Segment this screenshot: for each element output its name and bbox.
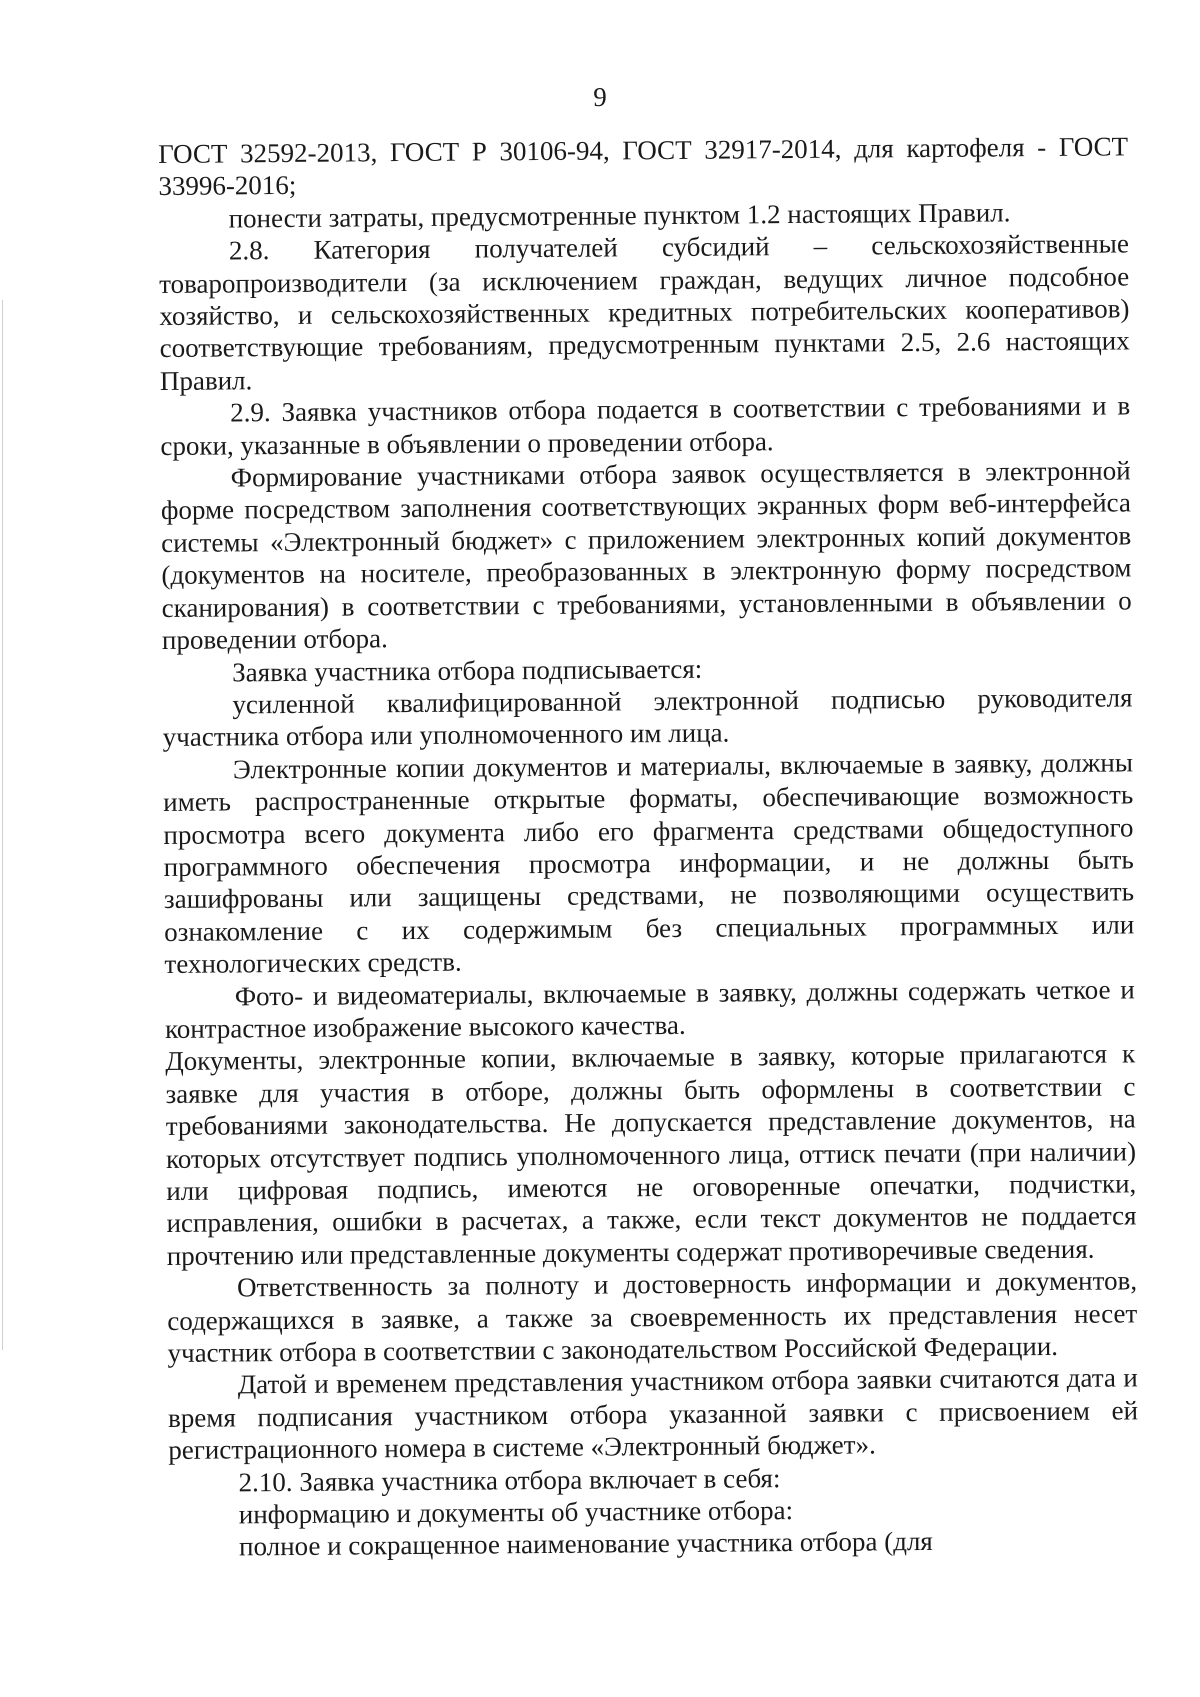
page-number: 9 <box>593 82 607 112</box>
paragraph: понести затраты, предусмотренные пунктом 1.2 настоящих Правил. <box>228 197 1011 234</box>
paragraph: Формирование участниками отбора заявок осуществляется в электронной форме посредством заполнения соответствующих экранных форм веб-интерфейса системы «Электронный бюджет» с приложением электронных копий документов (документов на носителе, преобразованных в электронную форму посредством сканирования) в соответствии с требованиями, установленными в объявлении о проведении отбора. <box>160 455 1132 656</box>
paragraph: Ответственность за полноту и достоверность информации и документов, содержащихся в заявке, а также за своевременность их представления несет участник отбора в соответствии с законодательством Российской Федерации. <box>167 1265 1138 1368</box>
paragraph: Документы, электронные копии, включаемые в заявку, которые прилагаются к заявке для участия в отборе, должны быть оформлены в соответствии с требованиями законодательства. Не допускается представление документов, на которых отсутствует подпись уполномоченного лица, оттиск печати (при наличии) или цифровая подпись, имеются не оговоренные опечатки, подчистки, исправления, ошибки в расчетах, а также, если текст документов не поддается прочтению или представленные документы содержат противоречивые сведения. <box>165 1038 1137 1271</box>
paragraph: 2.9. Заявка участников отбора подается в соответствии с требованиями и в сроки, указанные в объявлении о проведении отбора. <box>160 390 1131 461</box>
paragraph: Электронные копии документов и материалы, включаемые в заявку, должны иметь распространенные открытые форматы, обеспечивающие возможность просмотра всего документа либо его фрагмента средствами общедоступного программного обеспечения просмотра информации, и не должны быть зашифрованы или защищены средствами, не позволяющими осуществить ознакомление с их содержимым без специальных программных или технологических средств. <box>163 747 1135 980</box>
paragraph: полное и сокращенное наименование участника отбора (для <box>238 1526 933 1562</box>
document-body <box>158 130 1139 1563</box>
paragraph: ГОСТ 32592-2013, ГОСТ Р 30106-94, ГОСТ 32917-2014, для картофеля - ГОСТ 33996-2016; <box>158 131 1129 202</box>
paragraph: усиленной квалифицированной электронной подписью руководителя участника отбора или уполномоченного им лица. <box>162 682 1133 753</box>
paragraph: Заявка участника отбора подписывается: <box>232 653 703 687</box>
paragraph: Фото- и видеоматериалы, включаемые в заявку, должны содержать четкое и контрастное изображение высокого качества. <box>164 973 1135 1044</box>
paragraph: информацию и документы об участнике отбора: <box>238 1495 794 1530</box>
paragraph: Датой и временем представления участником отбора заявки считаются дата и время подписания участником отбора указанной заявки с присвоением ей регистрационного номера в системе «Электронный бюджет». <box>167 1362 1139 1466</box>
paragraph: 2.8. Категория получателей субсидий – сельскохозяйственные товаропроизводители (за исключением граждан, ведущих личное подсобное хозяйство, и сельскохозяйственных кредитных потребительских кооперативов) соответствующие требованиям, предусмотренным пунктами 2.5, 2.6 настоящих Правил. <box>159 228 1130 396</box>
scan-edge-line <box>2 300 3 1350</box>
paragraph: 2.10. Заявка участника отбора включает в себя: <box>238 1462 781 1498</box>
